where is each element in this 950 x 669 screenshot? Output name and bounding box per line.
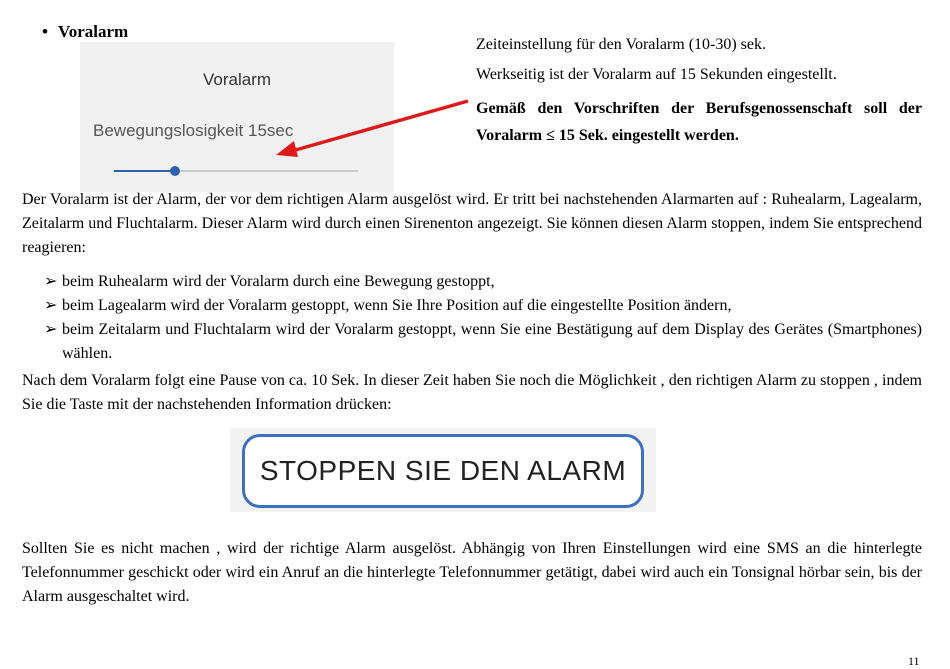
paragraph-pause: Nach dem Voralarm folgt eine Pause von ca. 10 Sek. In dieser Zeit haben Sie noch die Möglichkeit , den richtigen Alarm zu stoppen , indem Sie die Taste mit der nachstehenden Information drücken: <box>22 372 922 413</box>
side-text-line2: Werkseitig ist der Voralarm auf 15 Sekunden eingestellt. <box>476 66 837 83</box>
duration-slider <box>114 170 358 172</box>
paragraph-intro: Der Voralarm ist der Alarm, der vor dem richtigen Alarm ausgelöst wird. Er tritt bei nachstehenden Alarmarten auf : Ruhealarm, Lagealarm, Zeitalarm und Fluchtalarm. Dieser Alarm wird durch einen Sirenenton angezeigt. Sie können diesen Alarm stoppen, indem Sie entsprechend reagieren: <box>22 191 922 256</box>
page-number: 11 <box>908 654 920 668</box>
screenshot-setting-label: Bewegungslosigkeit 15sec <box>93 121 294 140</box>
bullet-icon: • <box>42 22 48 41</box>
arrow-bullet-icon: ➢ <box>44 297 58 314</box>
side-text-regulation: Gemäß den Vorschriften der Berufsgenossenschaft soll der Voralarm ≤ 15 Sek. eingestellt werden. <box>476 100 922 144</box>
list-item: ➢ beim Lagealarm wird der Voralarm gestoppt, wenn Sie Ihre Position auf die eingestellte Position ändern, <box>22 294 922 318</box>
stop-alarm-button: STOPPEN SIE DEN ALARM <box>242 434 644 508</box>
list-item: ➢ beim Ruhealarm wird der Voralarm durch eine Bewegung gestoppt, <box>22 270 922 294</box>
paragraph-consequence: Sollten Sie es nicht machen , wird der richtige Alarm ausgelöst. Abhängig von Ihren Einstellungen wird eine SMS an die hinterlegte Telefonnummer geschickt oder wird ein Anruf an die hinterlegte Telefonnummer getätigt, dabei wird auch ein Tonsignal hörbar sein, bis der Alarm ausgeschaltet wird. <box>22 540 922 605</box>
screenshot-title: Voralarm <box>202 70 272 89</box>
stop-button-illustration <box>230 428 656 512</box>
stop-method-list <box>22 270 922 366</box>
arrow-bullet-icon: ➢ <box>44 321 58 338</box>
arrow-bullet-icon: ➢ <box>44 273 58 290</box>
pointer-arrow-icon <box>270 95 475 160</box>
slider-thumb <box>170 166 180 176</box>
section-title: Voralarm <box>58 22 129 41</box>
side-text-line1: Zeiteinstellung für den Voralarm (10-30) sek. <box>476 36 766 53</box>
section-heading <box>42 22 128 42</box>
list-item: ➢ beim Zeitalarm und Fluchtalarm wird der Voralarm gestoppt, wenn Sie eine Bestätigung auf dem Display des Gerätes (Smartphones) wählen. <box>22 318 922 366</box>
slider-fill <box>114 170 175 172</box>
